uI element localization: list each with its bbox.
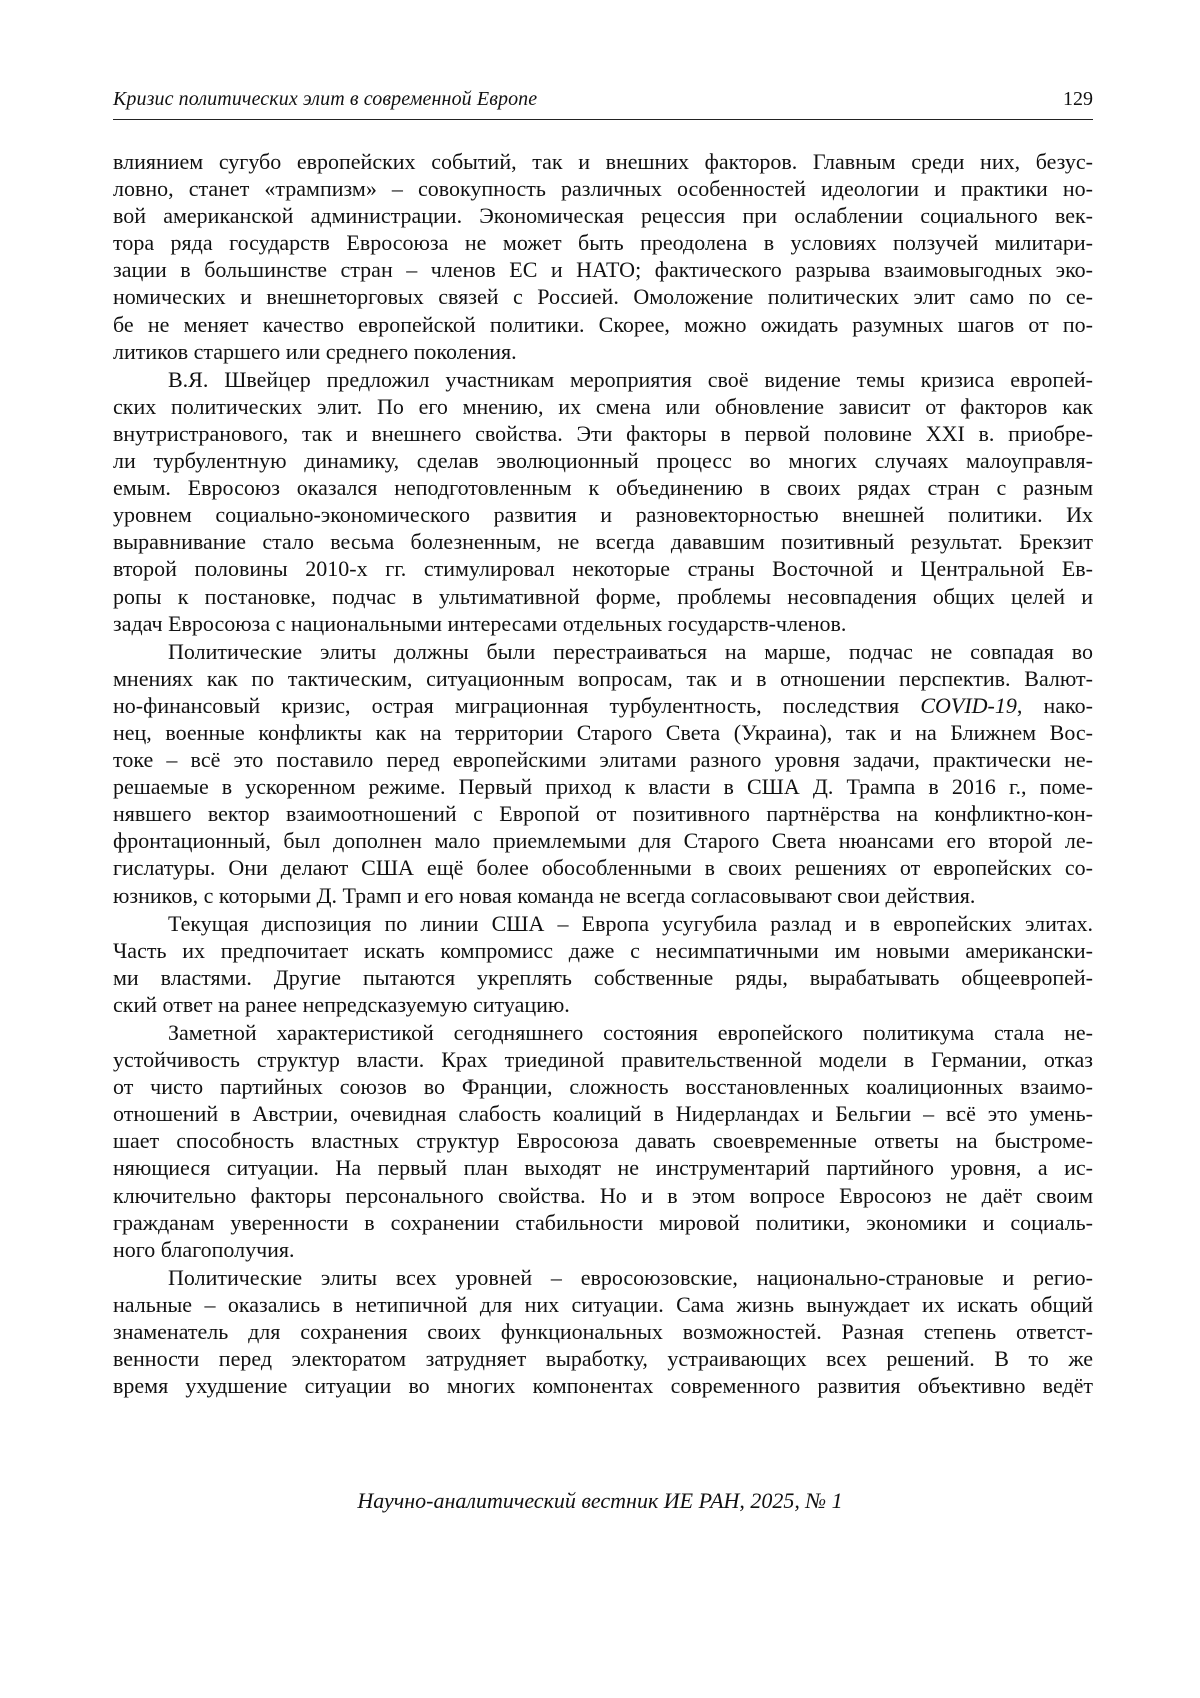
text-line: ли турбулентную динамику, сделав эволюционный процесс во многих случаях малоуправля- bbox=[113, 448, 1093, 474]
text-line: уровнем социально-экономического развития и разновекторностью внешней политики. Их bbox=[113, 502, 1093, 528]
text-line: юзников, с которыми Д. Трамп и его новая команда не всегда согласовывают свои действия. bbox=[113, 882, 976, 908]
text-line: мнениях как по тактическим, ситуационным вопросам, так и в отношении перспектив. Валют- bbox=[113, 665, 1093, 691]
text-line: нальные – оказались в нетипичной для них ситуации. Сама жизнь вынуждает их искать общий bbox=[113, 1291, 1093, 1317]
page-number: 129 bbox=[1063, 88, 1093, 110]
text-line: выравнивание стало весьма болезненным, не всегда дававшим позитивный результат. Брекзит bbox=[113, 529, 1093, 555]
text-line: В.Я. Швейцер предложил участникам мероприятия своё видение темы кризиса европей- bbox=[168, 366, 1093, 392]
text-line: номических и внешнеторговых связей с Россией. Омоложение политических элит само по се- bbox=[113, 284, 1093, 310]
text-line: ключительно факторы персонального свойства. Но и в этом вопросе Евросоюз не даёт своим bbox=[113, 1182, 1093, 1208]
text-line: решаемые в ускоренном режиме. Первый приход к власти в США Д. Трампа в 2016 г., поме- bbox=[113, 774, 1093, 800]
body-text bbox=[113, 148, 1093, 1399]
text-line: Политические элиты всех уровней – евросоюзовские, национально-страновые и регио- bbox=[168, 1264, 1093, 1290]
text-line: вой американской администрации. Экономическая рецессия при ослаблении социального век- bbox=[113, 203, 1093, 229]
paragraph bbox=[113, 1019, 1093, 1263]
text-line: время ухудшение ситуации во многих компонентах современного развития объективно ведёт bbox=[113, 1373, 1093, 1399]
text-line: емым. Евросоюз оказался неподготовленным к объединению в своих рядах стран с разным bbox=[113, 475, 1093, 501]
text-line: няющиеся ситуации. На первый план выходят не инструментарий партийного уровня, а ис- bbox=[113, 1155, 1093, 1181]
text-line: ловно, станет «трампизм» – совокупность различных особенностей идеологии и практики но- bbox=[113, 176, 1093, 202]
italic-term: COVID-19 bbox=[920, 692, 1017, 718]
paragraph bbox=[113, 1264, 1093, 1399]
journal-footer: Научно-аналитический вестник ИЕ РАН, 2025, № 1 bbox=[357, 1488, 843, 1513]
text-line: внутристранового, так и внешнего свойства. Эти факторы в первой половине XXI в. приобре- bbox=[113, 420, 1093, 446]
paragraph bbox=[113, 910, 1093, 1018]
text-line: Политические элиты должны были перестраиваться на марше, подчас не совпадая во bbox=[168, 638, 1093, 664]
text-line: ми властями. Другие пытаются укреплять собственные ряды, вырабатывать общеевропей- bbox=[113, 964, 1093, 990]
text-line: гражданам уверенности в сохранении стабильности мировой политики, экономики и социаль- bbox=[113, 1209, 1093, 1235]
text-line: устойчивость структур власти. Крах триединой правительственной модели в Германии, отказ bbox=[113, 1047, 1093, 1073]
paragraph bbox=[113, 638, 1093, 909]
text-line: ский ответ на ранее непредсказуемую ситуацию. bbox=[113, 991, 570, 1017]
text-line: литиков старшего или среднего поколения. bbox=[113, 338, 517, 364]
text-line: задач Евросоюза с национальными интересами отдельных государств-членов. bbox=[113, 610, 847, 636]
text-line: знаменатель для сохранения своих функциональных возможностей. Разная степень ответст- bbox=[113, 1319, 1093, 1345]
text-line: от чисто партийных союзов во Франции, сложность восстановленных коалиционных взаимо- bbox=[113, 1074, 1093, 1100]
running-title: Кризис политических элит в современной Европе bbox=[113, 88, 538, 110]
text-line: шает способность властных структур Евросоюза давать своевременные ответы на быстроме- bbox=[113, 1128, 1093, 1154]
text-segment: , нако- bbox=[1016, 692, 1093, 718]
text-line: Текущая диспозиция по линии США – Европа усугубила разлад и в европейских элитах. bbox=[168, 910, 1093, 936]
text-line: Заметной характеристикой сегодняшнего состояния европейского политикума стала не- bbox=[168, 1020, 1093, 1045]
text-line: отношений в Австрии, очевидная слабость коалиций в Нидерландах и Бельгии – всё это умень- bbox=[113, 1101, 1093, 1127]
text-segment: но-финансовый кризис, острая миграционная турбулентность, последствия bbox=[113, 692, 921, 718]
paragraph bbox=[113, 148, 1093, 365]
running-header bbox=[113, 86, 1093, 120]
text-line: токе – всё это поставило перед европейскими элитами разного уровня задачи, практически не- bbox=[113, 747, 1093, 773]
text-line: фронтационный, был дополнен мало приемлемыми для Старого Света нюансами его второй ле- bbox=[113, 828, 1093, 854]
text-line: второй половины 2010-х гг. стимулировал некоторые страны Восточной и Центральной Ев- bbox=[113, 556, 1093, 582]
text-line: тора ряда государств Евросоюза не может быть преодолена в условиях ползучей милитари- bbox=[113, 230, 1093, 256]
text-line: влиянием сугубо европейских событий, так и внешних факторов. Главным среди них, безус- bbox=[113, 149, 1093, 174]
text-line: ских политических элит. По его мнению, их смена или обновление зависит от факторов как bbox=[113, 393, 1093, 419]
text-line: венности перед электоратом затрудняет выработку, устраивающих всех решений. В то же bbox=[113, 1346, 1093, 1372]
paragraph bbox=[113, 366, 1093, 637]
text-line: зации в большинстве стран – членов ЕС и НАТО; фактического разрыва взаимовыгодных эко- bbox=[113, 257, 1093, 283]
text-line-with-term bbox=[113, 692, 1093, 719]
text-line: нявшего вектор взаимоотношений с Европой от позитивного партнёрства на конфликтно-кон- bbox=[113, 801, 1093, 827]
text-line: нец, военные конфликты как на территории Старого Света (Украина), так и на Ближнем Вос- bbox=[113, 719, 1093, 745]
text-line: ропы к постановке, подчас в ультимативной форме, проблемы несовпадения общих целей и bbox=[113, 583, 1093, 609]
text-line: гислатуры. Они делают США ещё более обособленными в своих решениях от европейских со- bbox=[113, 855, 1093, 881]
text-line: Часть их предпочитает искать компромисс даже с несимпатичными им новыми американски- bbox=[113, 937, 1093, 963]
text-line: бе не меняет качество европейской политики. Скорее, можно ожидать разумных шагов от по- bbox=[113, 311, 1093, 337]
text-line: ного благополучия. bbox=[113, 1236, 295, 1262]
